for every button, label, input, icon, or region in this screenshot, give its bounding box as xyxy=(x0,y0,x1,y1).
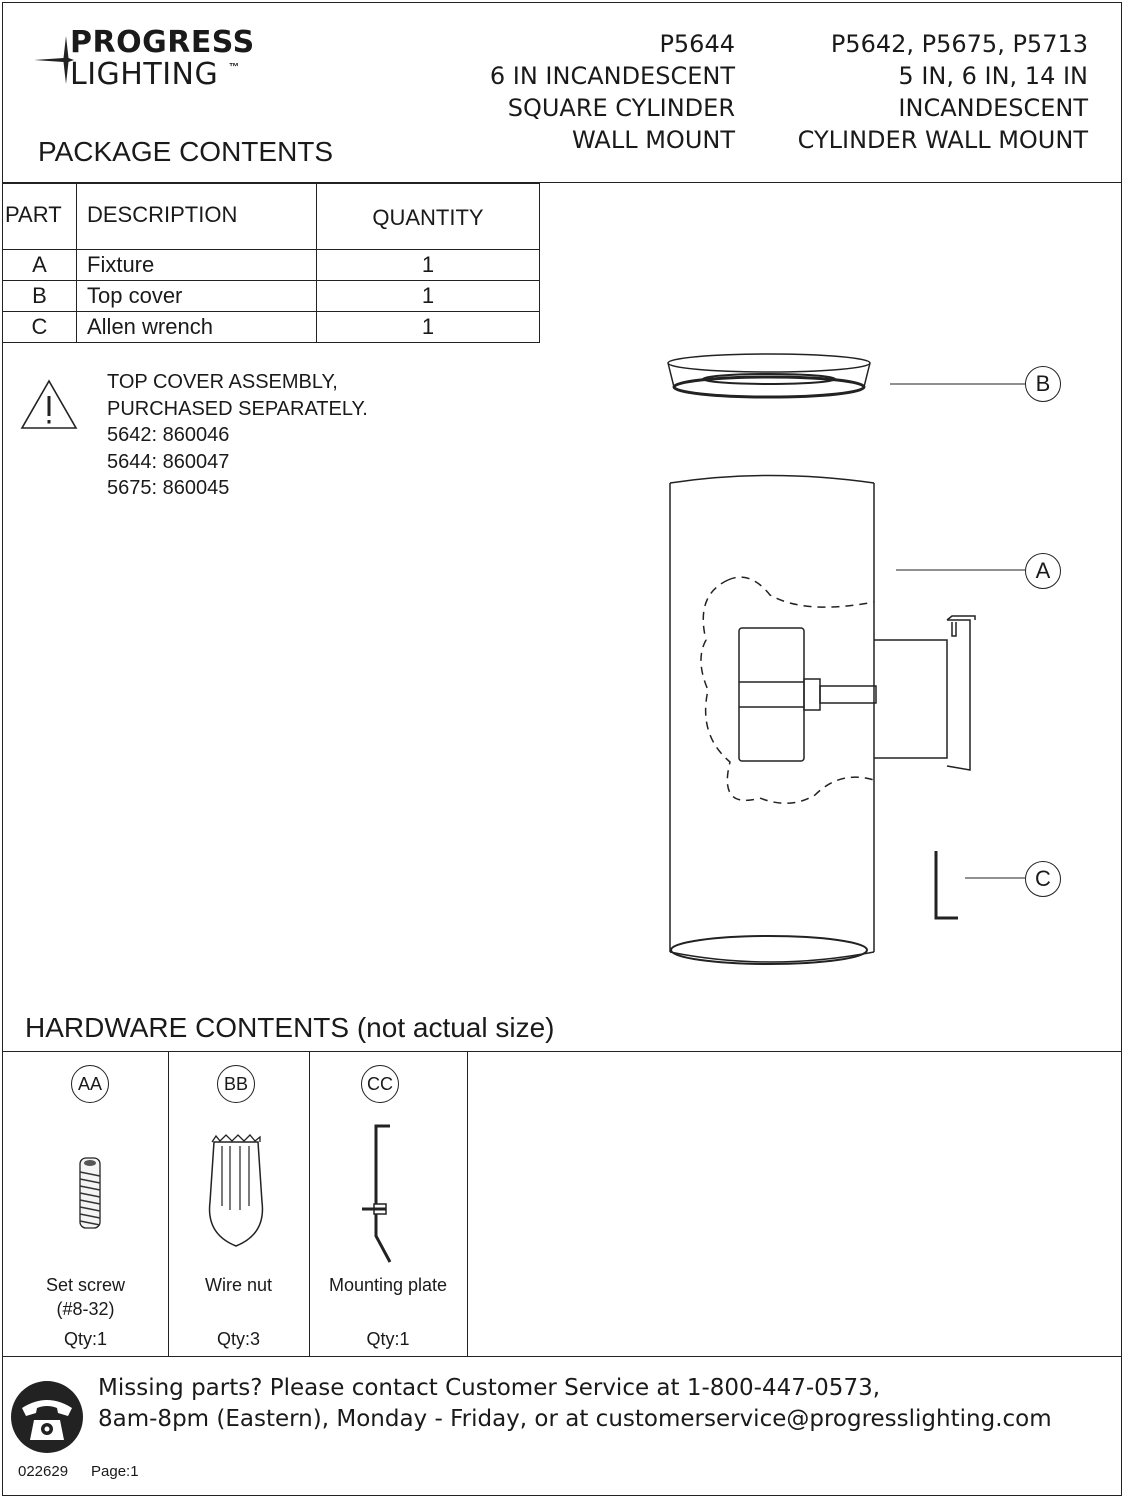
hardware-item-aa xyxy=(3,1273,168,1321)
table-row xyxy=(3,250,540,281)
header-left-line1: 6 IN INCANDESCENT xyxy=(489,62,735,90)
hardware-name-cc: Mounting plate xyxy=(328,1275,448,1295)
cell-part: A xyxy=(3,250,77,281)
allen-wrench-drawing xyxy=(936,851,1025,918)
header-right-model: P5642, P5675, P5713 xyxy=(830,30,1088,58)
cell-quantity: 1 xyxy=(317,250,540,281)
page-number: Page:1 xyxy=(91,1463,139,1480)
star-icon xyxy=(32,34,74,86)
table-row xyxy=(3,281,540,312)
fixture-body-drawing xyxy=(670,476,1025,965)
hardware-divider-1 xyxy=(168,1051,169,1356)
hardware-code-bb: BB xyxy=(217,1065,255,1103)
warning-icon xyxy=(20,378,78,430)
hardware-qty-cc: Qty:1 xyxy=(366,1329,410,1349)
cell-quantity: 1 xyxy=(317,312,540,343)
table-header-row xyxy=(3,184,540,250)
logo-line1: PROGRESS xyxy=(70,25,255,60)
cell-description: Fixture xyxy=(77,250,317,281)
header-quantity: QUANTITY xyxy=(317,184,540,250)
cell-part: C xyxy=(3,312,77,343)
header-left-line2: SQUARE CYLINDER xyxy=(507,94,735,122)
hardware-qty-aa: Qty:1 xyxy=(63,1329,107,1349)
footer-divider xyxy=(2,1356,1122,1357)
hardware-top-divider xyxy=(2,1051,1122,1052)
wire-nut-icon xyxy=(200,1134,272,1252)
document-code: 022629 xyxy=(18,1463,69,1480)
top-cover-drawing xyxy=(668,354,1025,397)
cell-part: B xyxy=(3,281,77,312)
warning-line3: 5642: 860046 xyxy=(107,424,230,446)
cell-description: Allen wrench xyxy=(77,312,317,343)
callout-a: A xyxy=(1025,553,1061,589)
footer-line1: Missing parts? Please contact Customer Service at 1-800-447-0573, xyxy=(98,1375,881,1401)
logo-line2: LIGHTING xyxy=(70,57,219,92)
hardware-name-bb: Wire nut xyxy=(204,1275,273,1295)
hardware-qty-bb: Qty:3 xyxy=(216,1329,260,1349)
header-right-line2: INCANDESCENT xyxy=(898,94,1088,122)
hardware-name-aa: Set screw xyxy=(45,1275,126,1295)
package-contents-title: PACKAGE CONTENTS xyxy=(38,136,334,167)
hardware-divider-3 xyxy=(467,1051,468,1356)
warning-line2: PURCHASED SEPARATELY. xyxy=(107,397,368,420)
callout-b: B xyxy=(1025,366,1061,402)
footer-contact xyxy=(98,1373,1052,1435)
hardware-divider-2 xyxy=(309,1051,310,1356)
callout-c: C xyxy=(1025,861,1061,897)
table-row xyxy=(3,312,540,343)
hardware-sub-aa: (#8-32) xyxy=(56,1299,115,1319)
header-description: DESCRIPTION xyxy=(77,184,317,250)
mounting-plate-icon xyxy=(356,1120,402,1268)
cell-quantity: 1 xyxy=(317,281,540,312)
warning-line1: TOP COVER ASSEMBLY, xyxy=(107,371,338,393)
header-right xyxy=(798,28,1088,156)
header-right-line1: 5 IN, 6 IN, 14 IN xyxy=(898,62,1088,90)
footer-line2: 8am-8pm (Eastern), Monday - Friday, or at customerservice@progresslighting.com xyxy=(98,1406,1052,1432)
set-screw-icon xyxy=(77,1156,103,1230)
header-left-model: P5644 xyxy=(659,30,735,58)
warning-line4: 5644: 860047 xyxy=(107,450,230,473)
package-contents-table xyxy=(3,183,540,343)
cell-description: Top cover xyxy=(77,281,317,312)
header-part: PART xyxy=(3,184,77,250)
header-left xyxy=(490,28,735,156)
header-right-line3: CYLINDER WALL MOUNT xyxy=(797,126,1088,154)
header-left-line3: WALL MOUNT xyxy=(572,126,735,154)
warning-line5: 5675: 860045 xyxy=(107,477,230,499)
logo-trademark: ™ xyxy=(229,62,239,73)
hardware-code-aa: AA xyxy=(71,1065,109,1103)
telephone-icon xyxy=(10,1380,84,1454)
hardware-contents-title: HARDWARE CONTENTS (not actual size) xyxy=(25,1012,555,1043)
warning-text xyxy=(107,369,368,502)
hardware-code-cc: CC xyxy=(361,1065,399,1103)
